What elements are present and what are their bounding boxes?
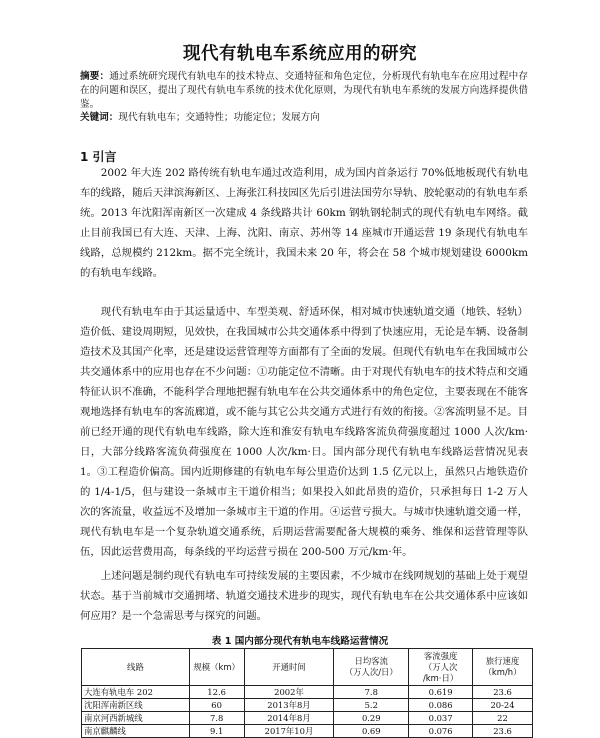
paper-title: 现代有轨电车系统应用的研究 bbox=[183, 44, 417, 64]
table-cell: 沈阳浑南新区线 bbox=[82, 699, 190, 712]
table-cell: 2017年10月 bbox=[244, 725, 334, 738]
table-row bbox=[82, 699, 533, 712]
col-header: 规模（km） bbox=[189, 649, 244, 686]
keywords-label: 关键词： bbox=[80, 112, 119, 123]
table-cell: 12.6 bbox=[189, 686, 244, 699]
table-cell: 0.69 bbox=[334, 725, 409, 738]
col-header: 客流强度 （万人次 /km·日） bbox=[409, 649, 473, 686]
table-row bbox=[82, 725, 533, 738]
abstract bbox=[80, 70, 528, 112]
table-cell: 23.6 bbox=[473, 725, 533, 738]
section-heading: 1 引言 bbox=[80, 150, 117, 164]
table-cell: 0.086 bbox=[409, 699, 473, 712]
keywords-text: 现代有轨电车；交通特性；功能定位；发展方向 bbox=[118, 112, 320, 123]
table-cell: 22 bbox=[473, 712, 533, 725]
body-paragraph: 2002 年大连 202 路传统有轨电车通过改造利用，成为国内首条运行 70%低地板现代有轨电车的线路，随后天津滨海新区、上海张江科技园区先后引进法国劳尔导轨、胶轮驱动的有轨电车系统。2013 年沈阳浑南新区一次建成 4 条线路共计 60km 钢轨钢轮制式的现代有轨电车网络。截止目前我国已有大连、天津、上海、沈阳、南京、苏州等 14 座城市开通运营 19 条现代有轨电车线路，总规模约 212km。据不完全统计，我国未来 20 年，将会在 58 个城市规划建设 6000km 的有轨电车线路。 bbox=[80, 167, 528, 279]
abstract-label: 摘要： bbox=[80, 71, 110, 82]
table-cell: 2002年 bbox=[244, 686, 334, 699]
body-paragraph: 现代有轨电车由于其运量适中、车型美观、舒适环保，相对城市快速轨道交通（地铁、轻轨）造价低、建设周期短，见效快，在我国城市公共交通体系中得到了快速应用，无论是车辆、设备制造技术及其国产化率，还是建设运营管理等方面都有了全面的发展。但现代有轨电车在我国城市公共交通体系中的应用也存在不少问题：①功能定位不清晰。由于对现代有轨电车的技术特点和交通特征认识不准确，不能科学合理地把握有轨电车在公共交通体系中的角色定位，主要表现在不能客观地选择有轨电车的客流廊道，或不能与其它公共交通方式进行有效的衔接。②客流明显不足。目前已经开通的现代有轨电车线路，除大连和淮安有轨电车线路客流负荷强度超过 1000 人次/km·日，大部分线路客流负荷强度在 1000 人次/km·日。国内部分现代有轨电车线路运营情况见表 1。③工程造价偏高。国内近期修建的有轨电车每公里造价达到 1.5 亿元以上，虽然只占地铁造价的 1/4-1/5，但与建设一条城市主干道价相当；如果投入如此昂贵的造价，只承担每日 1-2 万人次的客流量，收益远不及增加一条城市主干道的作用。④运营亏损大。与城市快速轨道交通一样，现代有轨电车是一个复杂轨道交通系统，后期运营需要配备大规模的乘务、维保和运营管理等队伍，因此运营费用高，每条线的平均运营亏损在 200-500 万元/km·年。 bbox=[80, 306, 528, 558]
table-cell: 2014年8月 bbox=[244, 712, 334, 725]
table-cell: 南京麒麟线 bbox=[82, 725, 190, 738]
table-cell: 大连有轨电车 202 bbox=[82, 686, 190, 699]
table-cell: 60 bbox=[189, 699, 244, 712]
table-cell: 2013年8月 bbox=[244, 699, 334, 712]
table-cell: 9.1 bbox=[189, 725, 244, 738]
operations-table bbox=[81, 648, 533, 738]
table-cell: 7.8 bbox=[334, 686, 409, 699]
table-cell: 0.037 bbox=[409, 712, 473, 725]
table-header-row bbox=[82, 649, 533, 686]
col-header: 日均客流 （万人次/日） bbox=[334, 649, 409, 686]
table-row bbox=[82, 686, 533, 699]
abstract-text: 通过系统研究现代有轨电车的技术特点、交通特征和角色定位，分析现代有轨电车在应用过程中存在的问题和误区，提出了现代有轨电车系统的技术优化原则，为现代有轨电车系统的发展方向选择提供借鉴。 bbox=[80, 71, 529, 110]
table-cell: 0.29 bbox=[334, 712, 409, 725]
keywords bbox=[80, 111, 528, 125]
table-caption: 表 1 国内部分现代有轨电车线路运营情况 bbox=[211, 636, 389, 647]
table-cell: 0.076 bbox=[409, 725, 473, 738]
table-cell: 23.6 bbox=[473, 686, 533, 699]
table-cell: 20-24 bbox=[473, 699, 533, 712]
body-paragraph: 上述问题是制约现代有轨电车可持续发展的主要因素，不少城市在线网规划的基础上处于观望状态。基于当前城市交通拥堵、轨道交通技术进步的现实，现代有轨电车在公共交通体系中应该如何应用？是一个急需思考与探究的问题。 bbox=[80, 570, 528, 622]
col-header: 线路 bbox=[82, 649, 190, 686]
table-cell: 7.8 bbox=[189, 712, 244, 725]
col-header: 旅行速度 （km/h） bbox=[473, 649, 533, 686]
table-cell: 南京河西新城线 bbox=[82, 712, 190, 725]
table-row bbox=[82, 712, 533, 725]
table-cell: 0.619 bbox=[409, 686, 473, 699]
table-cell: 5.2 bbox=[334, 699, 409, 712]
col-header: 开通时间 bbox=[244, 649, 334, 686]
